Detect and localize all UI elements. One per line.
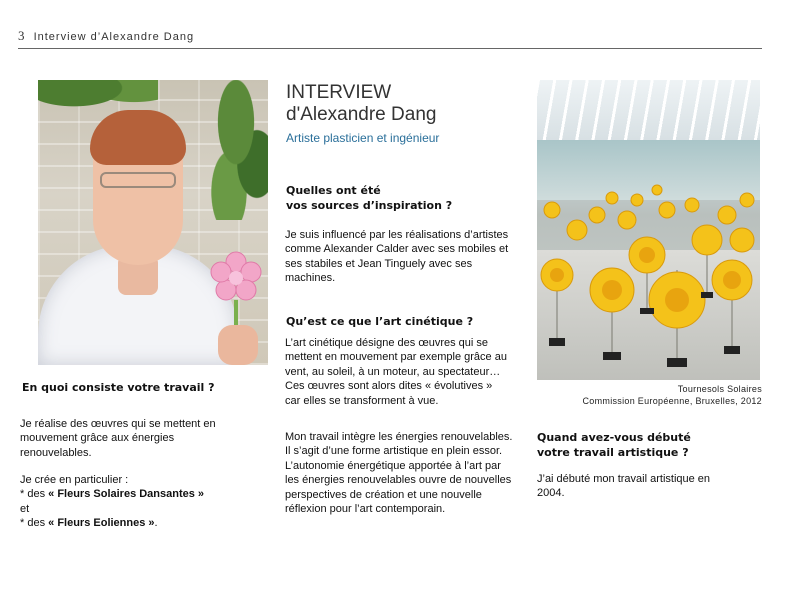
- answer-renewables: Mon travail intègre les énergies renouvelables. Il s’agit d’une forme artistique en plein essor. L’autonomie énergétique apportée à l’art par les énergies renouvelables ouvre de nouvelles perspectives de création et une nouvelle réflexion pour l’art contemporain.: [285, 431, 513, 516]
- question-work: En quoi consiste votre travail ?: [22, 381, 215, 394]
- page-number: 3: [18, 28, 26, 43]
- article-subtitle: Artiste plasticien et ingénieur: [286, 131, 440, 145]
- solar-flowers-name: « Fleurs Solaires Dansantes »: [48, 488, 205, 501]
- sunflowers-photo: [537, 80, 760, 380]
- answer-work: Je réalise des œuvres qui se mettent en mouvement grâce aux énergies renouvelables.: [20, 418, 216, 459]
- question-inspiration: Quelles ont été vos sources d’inspiration ?: [286, 184, 453, 212]
- header-title: Interview d’Alexandre Dang: [33, 31, 195, 43]
- photo-caption: Tournesols Solaires Commission Européenne, Bruxelles, 2012: [582, 384, 762, 406]
- answer-creations: Je crée en particulier : * des « Fleurs Solaires Dansantes » et * des « Fleurs Eoliennes ».: [20, 474, 205, 530]
- answer-kinetic-art: L’art cinétique désigne des œuvres qui se mettent en mouvement par exemple grâce au vent, au soleil, à un moteur, au spectateur… Ces œuvres sont alors dites « évolutives » car elles se transforment à vue.: [285, 337, 507, 407]
- answer-start: J’ai débuté mon travail artistique en 2004.: [537, 473, 711, 500]
- question-start: Quand avez-vous débuté votre travail artistique ?: [537, 431, 691, 459]
- wind-flowers-name: « Fleurs Eoliennes »: [48, 517, 155, 530]
- header-divider: [18, 48, 762, 49]
- article-title: INTERVIEW d'Alexandre Dang: [286, 82, 437, 125]
- page-header: [18, 28, 194, 44]
- portrait-photo: [38, 80, 268, 365]
- question-kinetic-art: Qu’est ce que l’art cinétique ?: [286, 315, 474, 328]
- pink-flower-icon: [208, 250, 264, 306]
- answer-inspiration: Je suis influencé par les réalisations d’artistes comme Alexander Calder avec ses mobiles et ses stabiles et Jean Tinguely avec ses machines.: [285, 229, 509, 285]
- sunflowers-icon: [537, 80, 760, 380]
